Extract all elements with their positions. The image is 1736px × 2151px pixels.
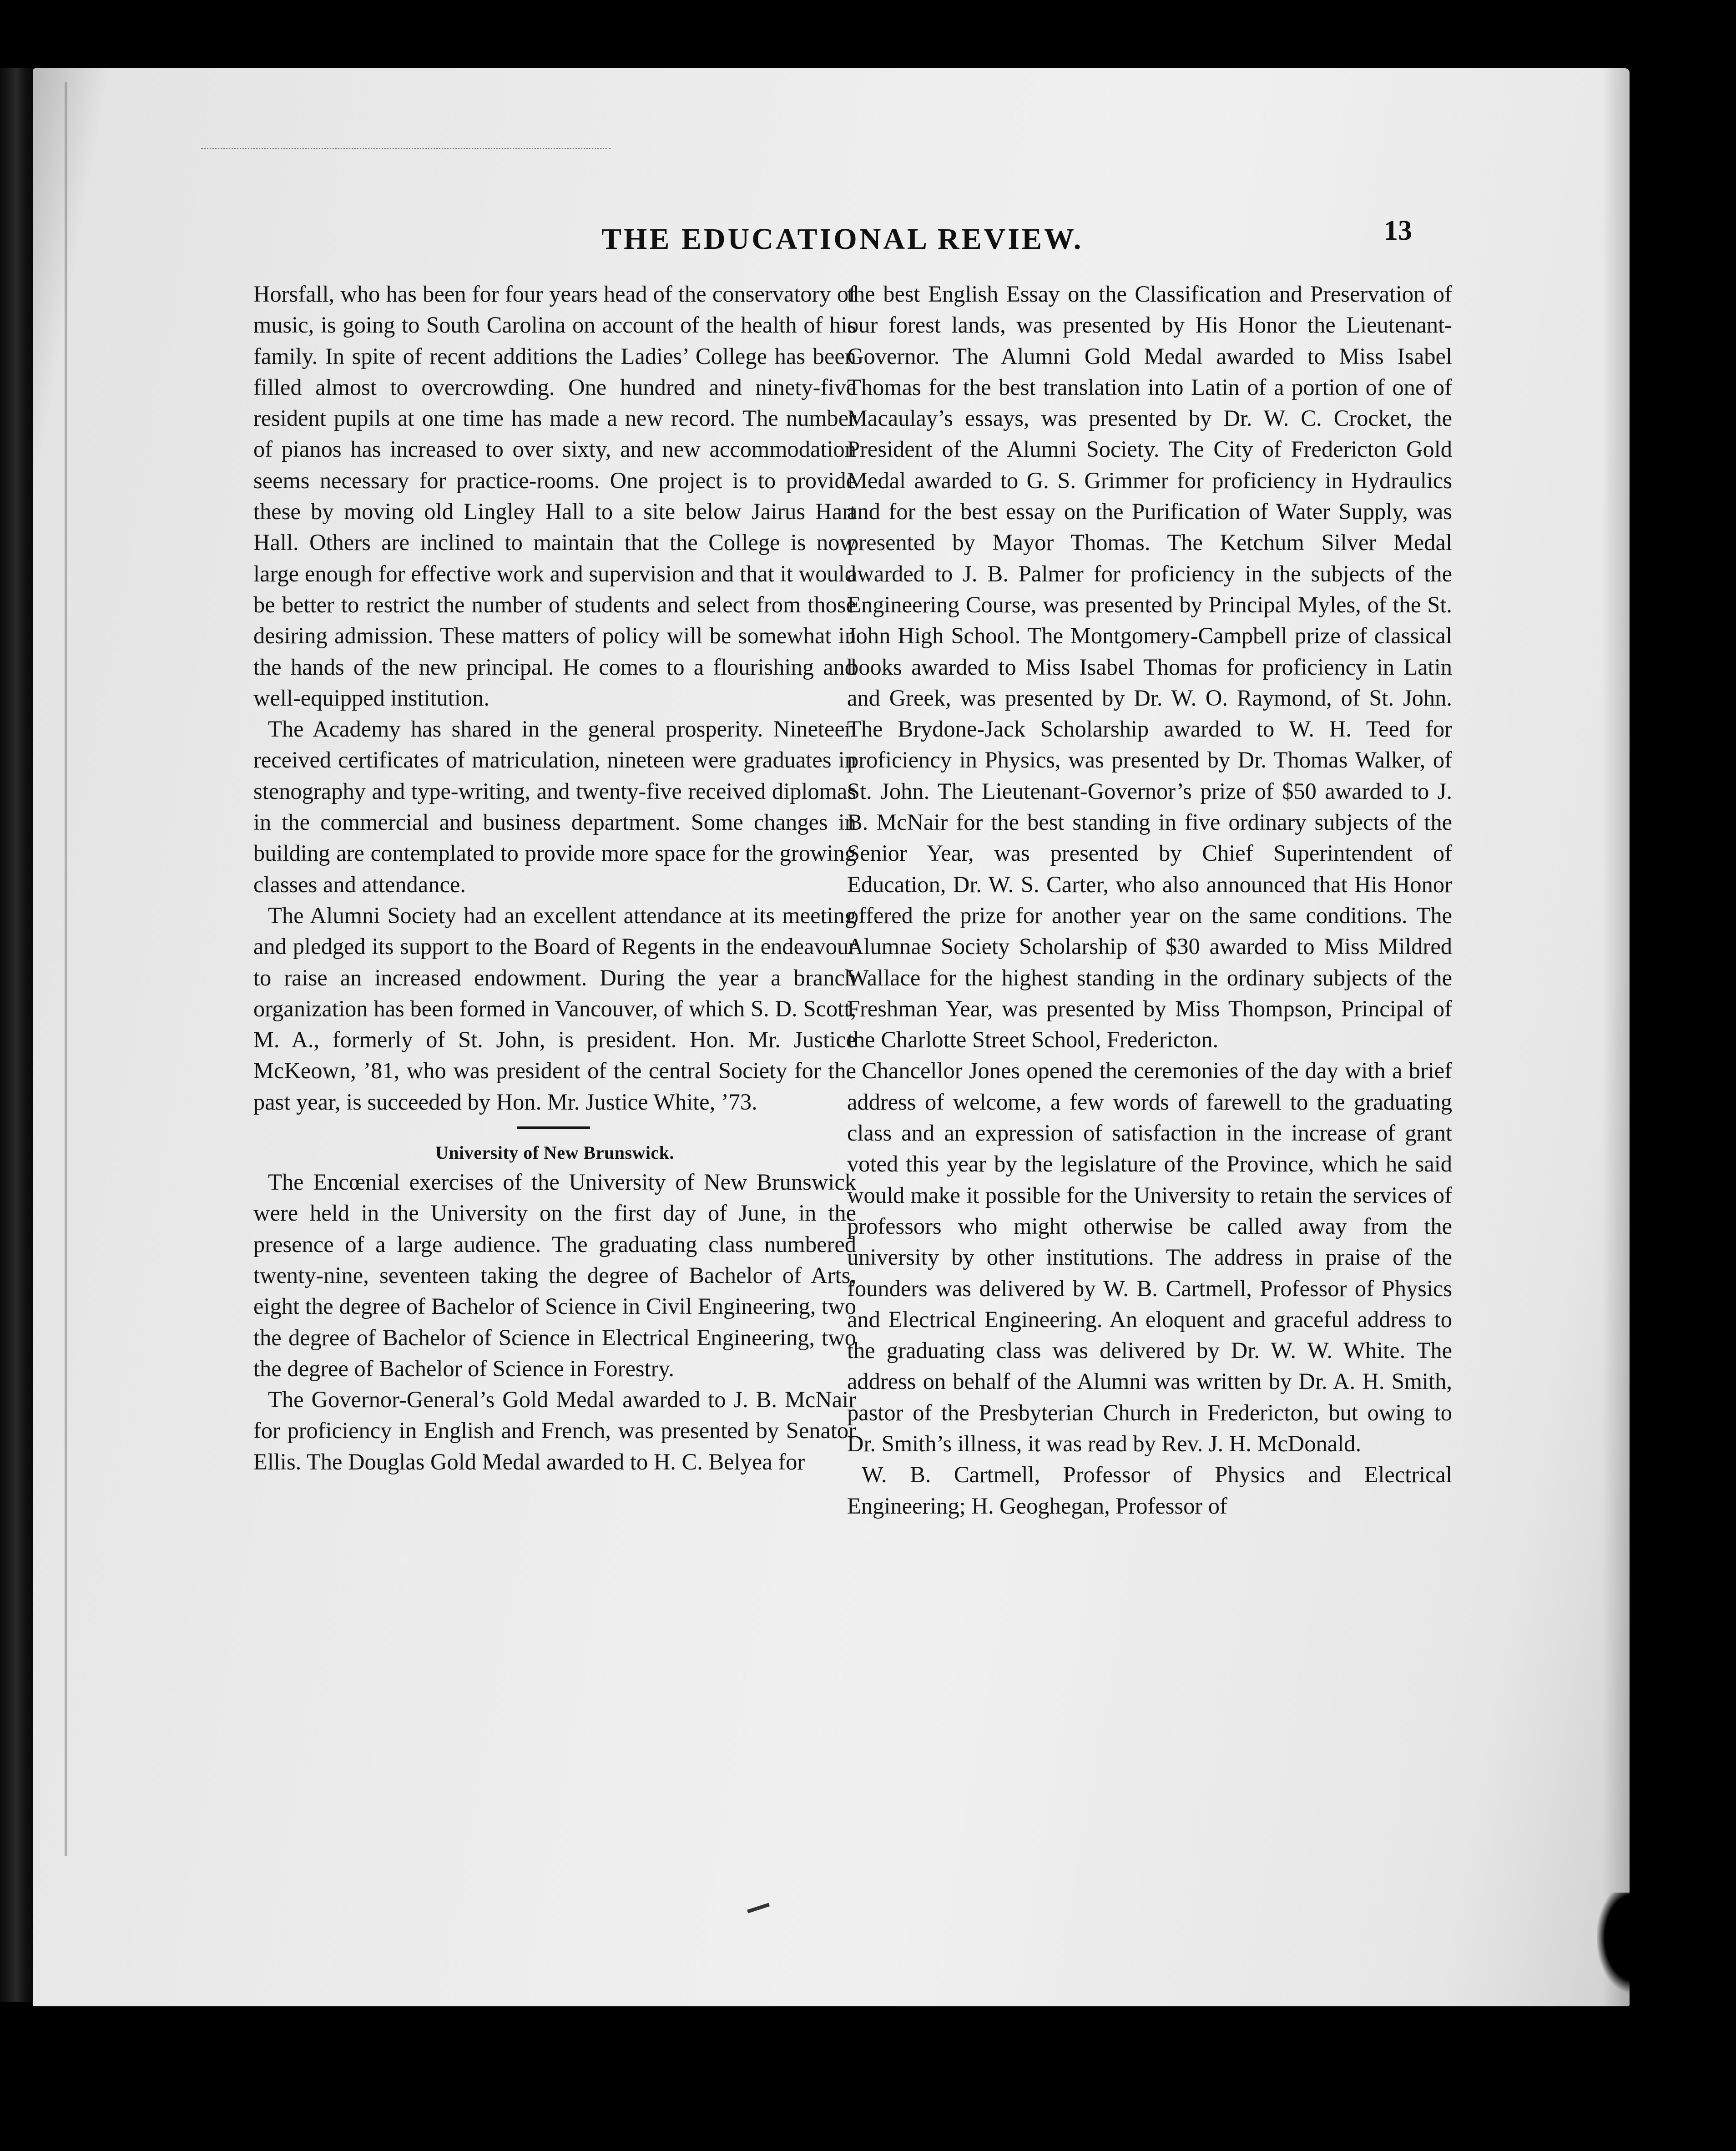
paragraph: The Academy has shared in the general prosperity. Nineteen received certificates of matriculation, nineteen were graduates in stenography and type-writing, and twenty-five received diplomas in the commercial and business department. Some changes in building are contemplated to provide more space for the growing classes and attendance. bbox=[253, 716, 856, 897]
running-head: THE EDUCATIONAL REVIEW. bbox=[601, 222, 1084, 256]
paragraph: Horsfall, who has been for four years head of the conservatory of music, is going to South Carolina on account of the health of his family. In spite of recent additions the Ladies’ College has been filled almost to overcrowding. One hundred and ninety-five resident pupils at one time has made a new record. The number of pianos has increased to over sixty, and new accommodation seems necessary for practice-rooms. One project is to provide these by moving old Lingley Hall to a site below Jairus Hart Hall. Others are inclined to maintain that the College is now large enough for effective work and supervision and that it would be better to restrict the number of students and select from those desiring admission. These matters of policy will be somewhat in the hands of the new principal. He comes to a flourishing and well-equipped institution. bbox=[253, 281, 856, 711]
stray-ink-mark bbox=[747, 1903, 770, 1913]
corner-ink-blot bbox=[1597, 1893, 1670, 1993]
page-number: 13 bbox=[1384, 215, 1412, 246]
scanned-page bbox=[33, 68, 1630, 2006]
page-edge-shadow bbox=[1602, 68, 1630, 2006]
section-divider bbox=[517, 1126, 590, 1129]
section-divider-wrap bbox=[253, 1117, 856, 1139]
paragraph: The Encœnial exercises of the University of New Brunswick were held in the University on the first day of June, in the presence of a large audience. The graduating class numbered twenty-nine, seventeen taking the degree of Bachelor of Arts, eight the degree of Bachelor of Science in Civil Engineering, two the degree of Bachelor of Science in Electrical Engineering, two the degree of Bachelor of Science in Forestry. bbox=[253, 1169, 856, 1381]
left-column bbox=[253, 278, 856, 1477]
gutter-shadow bbox=[65, 82, 67, 1856]
paragraph: The Governor-General’s Gold Medal awarded to J. B. McNair for proficiency in English and French, was presented by Senator Ellis. The Douglas Gold Medal awarded to H. C. Belyea for bbox=[253, 1387, 856, 1474]
paragraph: the best English Essay on the Classification and Preservation of our forest lands, was presented by His Honor the Lieutenant-Governor. The Alumni Gold Medal awarded to Miss Isabel Thomas for the best translation into Latin of a portion of one of Macaulay’s essays, was presented by Dr. W. C. Crocket, the President of the Alumni Society. The City of Fredericton Gold Medal awarded to G. S. Grimmer for proficiency in Hydraulics and for the best essay on the Purification of Water Supply, was presented by Mayor Thomas. The Ketchum Silver Medal awarded to J. B. Palmer for proficiency in the subjects of the Engineering Course, was presented by Principal Myles, of the St. John High School. The Montgomery-Campbell prize of classical books awarded to Miss Isabel Thomas for proficiency in Latin and Greek, was presented by Dr. W. O. Raymond, of St. John. The Brydone-Jack Scholarship awarded to W. H. Teed for proficiency in Physics, was presented by Dr. Thomas Walker, of St. John. The Lieutenant-Governor’s prize of $50 awarded to J. B. McNair for the best standing in five ordinary subjects of the Senior Year, was presented by Chief Superintendent of Education, Dr. W. S. Carter, who also announced that His Honor offered the prize for another year on the same conditions. The Alumnae Society Scholarship of $30 awarded to Miss Mildred Wallace for the highest standing in the ordinary subjects of the Freshman Year, was presented by Miss Thompson, Principal of the Charlotte Street School, Fredericton. bbox=[847, 281, 1452, 1053]
paragraph: W. B. Cartmell, Professor of Physics and Electrical Engineering; H. Geoghegan, Professor of bbox=[847, 1462, 1452, 1519]
section-heading: University of New Brunswick. bbox=[435, 1142, 675, 1163]
paragraph: The Alumni Society had an excellent attendance at its meeting and pledged its support to the Board of Regents in the endeavour to raise an increased endowment. During the year a branch organization has been formed in Vancouver, of which S. D. Scott, M. A., formerly of St. John, is president. Hon. Mr. Justice McKeown, ’81, who was president of the central Society for the past year, is succeeded by Hon. Mr. Justice White, ’73. bbox=[253, 902, 856, 1115]
book-binding-edge bbox=[0, 68, 36, 2002]
dotted-rule bbox=[201, 148, 611, 153]
right-column bbox=[847, 278, 1452, 1521]
paragraph: Chancellor Jones opened the ceremonies of the day with a brief address of welcome, a few words of farewell to the graduating class and an expression of satisfaction in the increase of grant voted this year by the legislature of the Province, which he said would make it possible for the University to retain the services of professors who might otherwise be called away from the university by other institutions. The address in praise of the founders was delivered by W. B. Cartmell, Professor of Physics and Electrical Engineering. An eloquent and graceful address to the graduating class was delivered by Dr. W. W. White. The address on behalf of the Alumni was written by Dr. A. H. Smith, pastor of the Presbyterian Church in Fredericton, but owing to Dr. Smith’s illness, it was read by Rev. J. H. McDonald. bbox=[847, 1058, 1452, 1456]
